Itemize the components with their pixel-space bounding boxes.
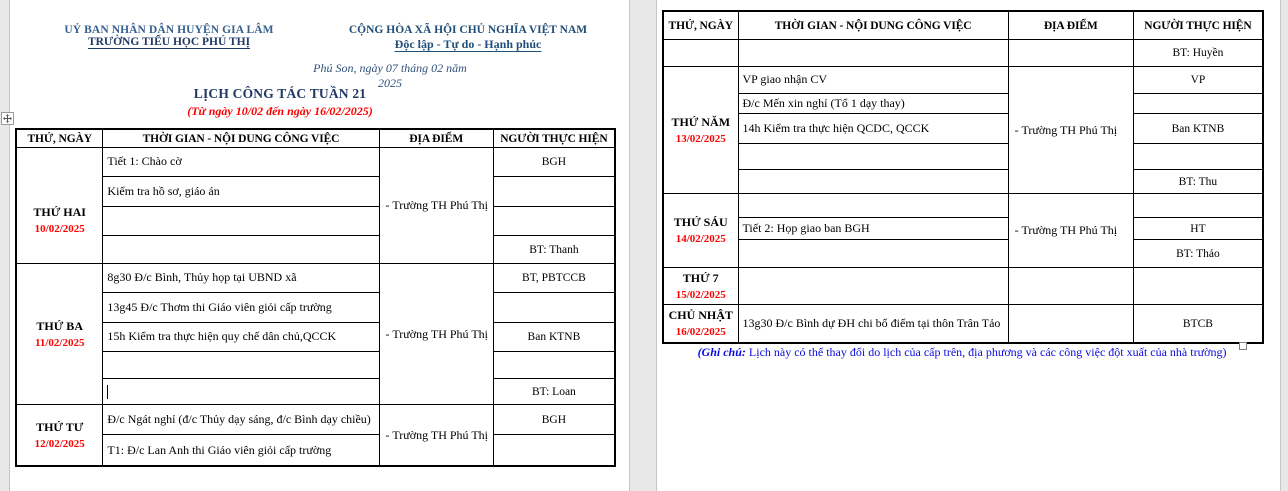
day-date: 10/02/2025 xyxy=(34,223,85,235)
assignee-column xyxy=(493,148,614,263)
assignee-cell[interactable]: VP xyxy=(1134,67,1262,94)
day-block xyxy=(664,268,1262,305)
assignee-cell[interactable]: BT: Loan xyxy=(531,385,576,398)
assignee-cell[interactable]: BGH xyxy=(494,405,614,435)
schedule-table-page2[interactable] xyxy=(662,10,1264,344)
task-cell[interactable] xyxy=(739,170,1008,193)
day-date: 16/02/2025 xyxy=(675,326,726,338)
location-cell[interactable] xyxy=(1008,40,1133,66)
day-block xyxy=(17,264,614,405)
task-cell[interactable] xyxy=(103,177,378,207)
location-cell[interactable]: - Trường TH Phú Thị xyxy=(379,405,493,465)
day-name: THỨ BA xyxy=(36,318,83,333)
place-date-line[interactable]: Phú Son, ngày 07 tháng 02 năm 2025 xyxy=(313,61,467,90)
day-date: 14/02/2025 xyxy=(675,233,726,245)
day-cell[interactable] xyxy=(17,405,102,465)
task-cell[interactable] xyxy=(103,405,378,435)
task-text: 13g45 Đ/c Thơm thi Giáo viên giỏi cấp trường xyxy=(107,299,332,314)
day-cell[interactable] xyxy=(664,194,738,267)
assignee-column xyxy=(493,405,614,465)
day-date: 12/02/2025 xyxy=(34,437,85,450)
assignee-cell[interactable] xyxy=(1134,94,1262,114)
table-header-row xyxy=(17,130,614,148)
task-cell[interactable] xyxy=(739,94,1008,114)
day-name: CHỦ NHẬT xyxy=(668,308,733,322)
assignee-column xyxy=(1133,67,1262,193)
task-column xyxy=(738,194,1008,267)
schedule-table-page1[interactable] xyxy=(15,128,616,467)
task-cell[interactable] xyxy=(103,352,378,379)
task-cell[interactable] xyxy=(103,293,378,323)
motto-line-1[interactable]: CỘNG HÒA XÃ HỘI CHỦ NGHĨA VIỆT NAM xyxy=(348,24,588,36)
column-header[interactable]: ĐỊA ĐIỂM xyxy=(1008,12,1133,39)
task-cell[interactable] xyxy=(103,236,378,263)
day-name: THỨ TƯ xyxy=(36,419,84,434)
day-date: 15/02/2025 xyxy=(675,288,726,301)
day-name: THỨ NĂM xyxy=(671,114,731,129)
task-cell[interactable] xyxy=(103,207,378,237)
task-text: Đ/c Mến xin nghỉ (Tổ 1 dạy thay) xyxy=(742,95,905,110)
page-subtitle[interactable]: (Từ ngày 10/02 đến ngày 16/02/2025) xyxy=(187,104,373,118)
location-cell[interactable] xyxy=(1008,268,1133,304)
day-cell[interactable] xyxy=(17,264,102,404)
title-block xyxy=(10,86,550,119)
assignee-cell[interactable] xyxy=(494,207,614,237)
task-column xyxy=(102,148,378,263)
assignee-cell[interactable]: BT: Thảo xyxy=(1176,247,1220,260)
column-header[interactable]: ĐỊA ĐIỂM xyxy=(379,130,493,147)
assignee-cell[interactable]: HT xyxy=(1134,218,1262,241)
assignee-column xyxy=(1133,305,1262,342)
note-label: (Ghi chú: xyxy=(697,345,746,359)
day-date: 13/02/2025 xyxy=(675,132,726,145)
org-header xyxy=(24,24,314,48)
national-motto xyxy=(318,24,618,52)
task-column xyxy=(738,305,1008,342)
move-arrows-icon xyxy=(3,114,12,123)
location-cell[interactable]: - Trường TH Phú Thị xyxy=(379,264,493,404)
schedule-note[interactable] xyxy=(662,345,1262,360)
day-name: THỨ 7 xyxy=(682,270,719,285)
task-column xyxy=(102,264,378,404)
assignee-cell[interactable] xyxy=(494,435,614,465)
table-resize-handle-icon[interactable] xyxy=(1239,342,1247,350)
column-header[interactable]: THỨ, NGÀY xyxy=(668,19,733,32)
location-cell[interactable]: - Trường TH Phú Thị xyxy=(379,148,493,263)
task-cell[interactable] xyxy=(103,379,378,404)
task-column xyxy=(738,268,1008,304)
task-text: 13g30 Đ/c Bình dự ĐH chi bổ điểm tại thôn Trân Tảo xyxy=(742,316,1001,330)
assignee-cell[interactable]: BT: Huyền xyxy=(1172,47,1224,59)
assignee-cell[interactable]: Ban KTNB xyxy=(1134,114,1262,145)
document-page-2 xyxy=(656,0,1281,491)
day-block xyxy=(664,40,1262,67)
task-column xyxy=(738,40,1008,66)
task-column xyxy=(102,405,378,465)
assignee-cell[interactable] xyxy=(494,352,614,379)
text-cursor xyxy=(107,385,108,399)
assignee-cell[interactable]: BTCB xyxy=(1182,317,1213,330)
task-text: 8g30 Đ/c Bình, Thủy họp tại UBND xã xyxy=(107,270,297,285)
day-date: 11/02/2025 xyxy=(34,336,85,349)
day-cell[interactable] xyxy=(664,268,738,304)
assignee-column xyxy=(1133,40,1262,66)
assignee-column xyxy=(1133,194,1262,267)
task-cell[interactable] xyxy=(739,114,1008,145)
day-block xyxy=(664,67,1262,194)
assignee-cell[interactable]: BT: Thanh xyxy=(529,243,579,256)
task-cell[interactable] xyxy=(739,218,1008,241)
task-cell[interactable] xyxy=(103,323,378,353)
task-cell[interactable] xyxy=(739,67,1008,94)
column-header[interactable]: NGƯỜI THỰC HIỆN xyxy=(493,130,614,147)
assignee-column xyxy=(493,264,614,404)
assignee-cell[interactable]: Ban KTNB xyxy=(494,323,614,353)
day-block xyxy=(664,194,1262,268)
task-text: 15h Kiểm tra thực hiện quy chế dân chủ,QCCK xyxy=(107,329,337,344)
org-line-2-school-name[interactable]: TRƯỜNG TIỂU HỌC PHÚ THỊ xyxy=(87,36,251,48)
task-cell[interactable] xyxy=(739,40,1008,66)
task-column xyxy=(738,67,1008,193)
task-text: Tiết 2: Họp giao ban BGH xyxy=(742,221,870,236)
location-cell[interactable]: - Trường TH Phú Thị xyxy=(1008,67,1133,193)
document-page-1 xyxy=(9,0,630,491)
assignee-cell[interactable] xyxy=(1134,194,1262,218)
task-text: VP giao nhận CV xyxy=(742,72,828,87)
table-move-handle-icon[interactable] xyxy=(1,112,14,125)
task-cell[interactable] xyxy=(739,268,1008,304)
assignee-cell[interactable] xyxy=(494,177,614,207)
task-cell[interactable] xyxy=(103,264,378,293)
day-name: THỨ SÁU xyxy=(673,215,728,229)
task-cell[interactable] xyxy=(103,435,378,465)
day-cell[interactable] xyxy=(664,67,738,193)
assignee-cell[interactable] xyxy=(494,293,614,323)
task-cell[interactable] xyxy=(103,148,378,177)
task-cell[interactable] xyxy=(739,305,1008,342)
task-text: Đ/c Ngát nghỉ (đ/c Thủy dạy sáng, đ/c Bình dạy chiều) xyxy=(107,412,371,426)
column-header[interactable]: THỜI GIAN - NỘI DUNG CÔNG VIỆC xyxy=(102,130,378,147)
day-block xyxy=(17,405,614,465)
day-block xyxy=(17,148,614,264)
assignee-column xyxy=(1133,268,1262,304)
task-text: Tiết 1: Chào cờ xyxy=(107,154,182,169)
location-cell[interactable]: - Trường TH Phú Thị xyxy=(1008,194,1133,267)
day-cell[interactable] xyxy=(17,148,102,263)
page-title[interactable]: LỊCH CÔNG TÁC TUẦN 21 xyxy=(193,86,367,101)
task-text: Kiểm tra hồ sơ, giáo án xyxy=(107,183,220,198)
location-cell[interactable] xyxy=(1008,305,1133,342)
assignee-cell[interactable]: BGH xyxy=(494,148,614,177)
task-text: T1: Đ/c Lan Anh thi Giáo viên giỏi cấp trường xyxy=(107,442,332,457)
note-text: Lịch này có thể thay đổi do lịch của cấp trên, địa phương và các công việc đột xuất của nhà trường) xyxy=(745,345,1227,359)
task-text: 14h Kiểm tra thực hiện QCDC, QCCK xyxy=(742,121,930,135)
column-header[interactable]: THỨ, NGÀY xyxy=(27,132,92,145)
org-line-1[interactable]: UỶ BAN NHÂN DÂN HUYỆN GIA LÂM xyxy=(64,24,274,36)
task-cell[interactable] xyxy=(739,144,1008,170)
assignee-cell[interactable]: BT: Thu xyxy=(1178,175,1218,188)
table-header-row xyxy=(664,12,1262,40)
column-header[interactable]: NGƯỜI THỰC HIỆN xyxy=(1133,12,1262,39)
assignee-cell[interactable] xyxy=(1134,268,1262,304)
column-header[interactable]: THỜI GIAN - NỘI DUNG CÔNG VIỆC xyxy=(738,12,1008,39)
day-name: THỨ HAI xyxy=(33,205,86,219)
assignee-cell[interactable] xyxy=(1134,144,1262,170)
day-cell[interactable] xyxy=(664,40,738,66)
task-cell[interactable] xyxy=(739,194,1008,218)
motto-line-2[interactable]: Độc lập - Tự do - Hạnh phúc xyxy=(394,37,542,51)
day-block xyxy=(664,305,1262,342)
task-cell[interactable] xyxy=(739,240,1008,267)
day-cell[interactable] xyxy=(664,305,738,342)
assignee-cell[interactable]: BT, PBTCCB xyxy=(494,264,614,293)
